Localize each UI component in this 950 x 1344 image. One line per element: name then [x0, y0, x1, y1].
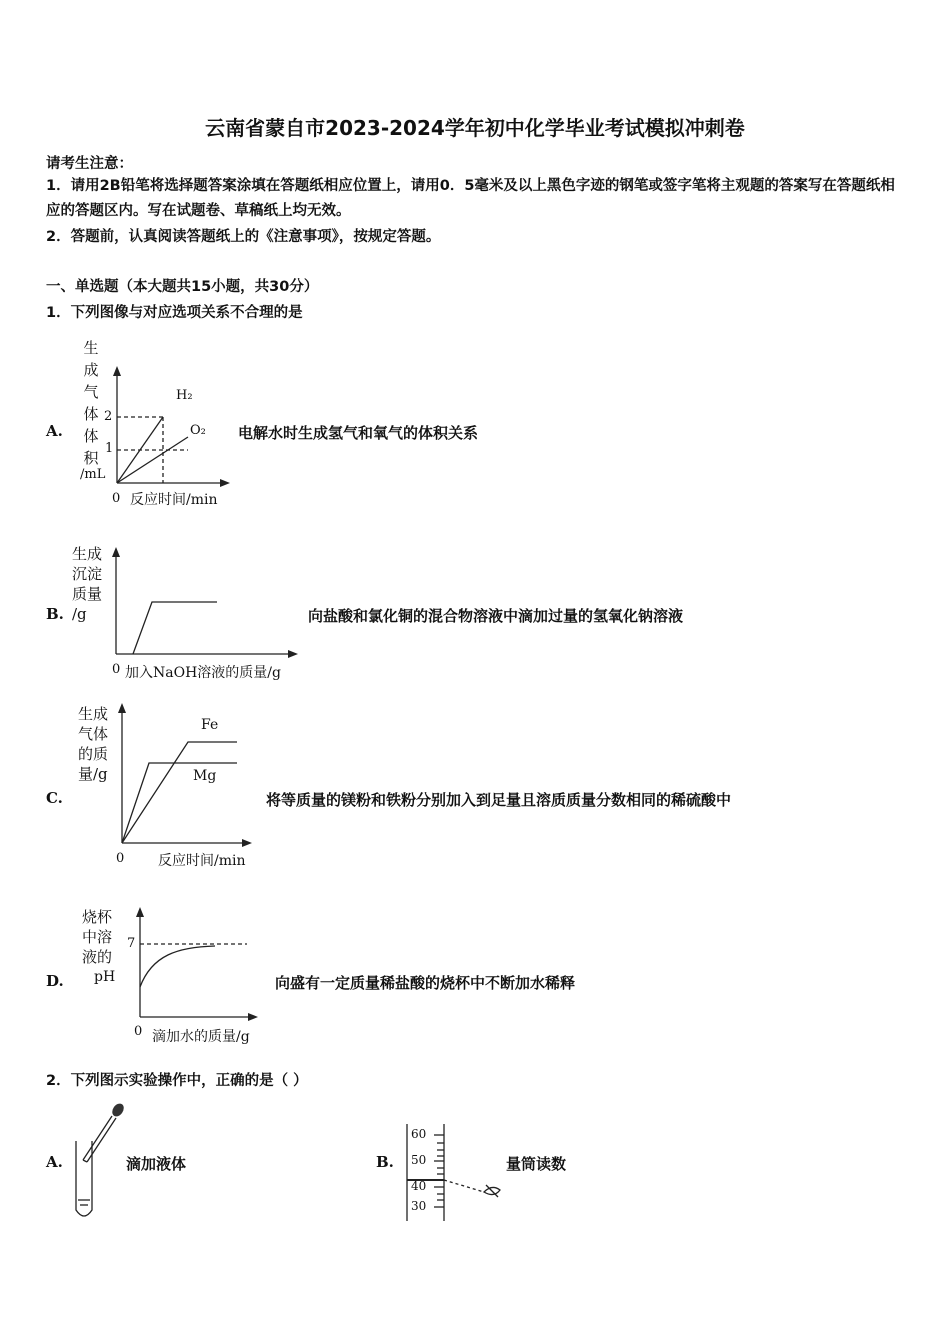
section-heading: 一、单选题（本大题共15小题，共30分）: [46, 279, 319, 295]
option-d-label: D.: [46, 972, 64, 990]
notice-heading: 请考生注意：: [46, 156, 133, 172]
option-a-yunit: /mL: [80, 467, 106, 482]
q2-option-b-text: 量筒读数: [506, 1155, 567, 1173]
option-c-ylabel: 生成 气体 的质 量/g: [78, 705, 109, 783]
option-d-text: 向盛有一定质量稀盐酸的烧杯中不断加水稀释: [275, 974, 576, 992]
option-b-text: 向盐酸和氯化铜的混合物溶液中滴加过量的氢氧化钠溶液: [308, 607, 684, 625]
option-a-xlabel: 反应时间/min: [130, 492, 218, 508]
q2-option-a-label: A.: [46, 1153, 63, 1171]
option-c-text: 将等质量的镁粉和铁粉分别加入到足量且溶质质量分数相同的稀硫酸中: [266, 791, 732, 809]
option-a-ylabel: 生 成 气 体 体 积: [83, 339, 99, 467]
page-title: 云南省蒙自市2023-2024学年初中化学毕业考试模拟冲刺卷: [205, 116, 745, 140]
scale-30: 30: [411, 1199, 427, 1213]
scale-50: 50: [411, 1153, 427, 1167]
option-c-origin: 0: [116, 851, 125, 866]
fe-series-label: Fe: [201, 717, 219, 733]
mg-series-label: Mg: [193, 768, 217, 784]
scale-40: 40: [411, 1179, 427, 1193]
option-d-tick-7: 7: [127, 936, 136, 951]
option-b-xlabel: 加入NaOH溶液的质量/g: [125, 665, 281, 681]
notice-line-2: 2．答题前，认真阅读答题纸上的《注意事项》，按规定答题。: [46, 229, 441, 245]
option-b-origin: 0: [112, 662, 121, 677]
q2-option-a-text: 滴加液体: [126, 1155, 187, 1173]
option-b-ylabel: 生成 沉淀 质量 /g: [72, 545, 103, 623]
option-b-label: B.: [46, 605, 64, 623]
option-d-xlabel: 滴加水的质量/g: [152, 1029, 250, 1045]
scale-60: 60: [411, 1127, 427, 1141]
option-a-tick-2: 2: [104, 409, 113, 424]
option-c-label: C.: [46, 789, 63, 807]
q2-option-b-label: B.: [376, 1153, 394, 1171]
question-1-stem: 1．下列图像与对应选项关系不合理的是: [46, 305, 303, 321]
option-a-origin: 0: [112, 491, 121, 506]
option-a-tick-1: 1: [105, 441, 114, 456]
option-d-origin: 0: [134, 1024, 143, 1039]
h2-series-label: H₂: [176, 388, 193, 403]
option-c-xlabel: 反应时间/min: [158, 853, 246, 869]
option-a-text: 电解水时生成氢气和氧气的体积关系: [238, 424, 479, 442]
question-2-stem: 2．下列图示实验操作中，正确的是（ ）: [46, 1073, 308, 1089]
option-a-label: A.: [46, 422, 63, 440]
notice-line-1: 1．请用2B铅笔将选择题答案涂填在答题纸相应位置上，请用0．5毫米及以上黑色字迹的钢笔或签字笔将主观题的答案写在答题纸相应的答题区内。写在试题卷、草稿纸上均无效。: [46, 178, 895, 219]
o2-series-label: O₂: [190, 423, 206, 438]
option-d-ylabel: 烧杯 中溶 液的 pH: [82, 908, 116, 985]
